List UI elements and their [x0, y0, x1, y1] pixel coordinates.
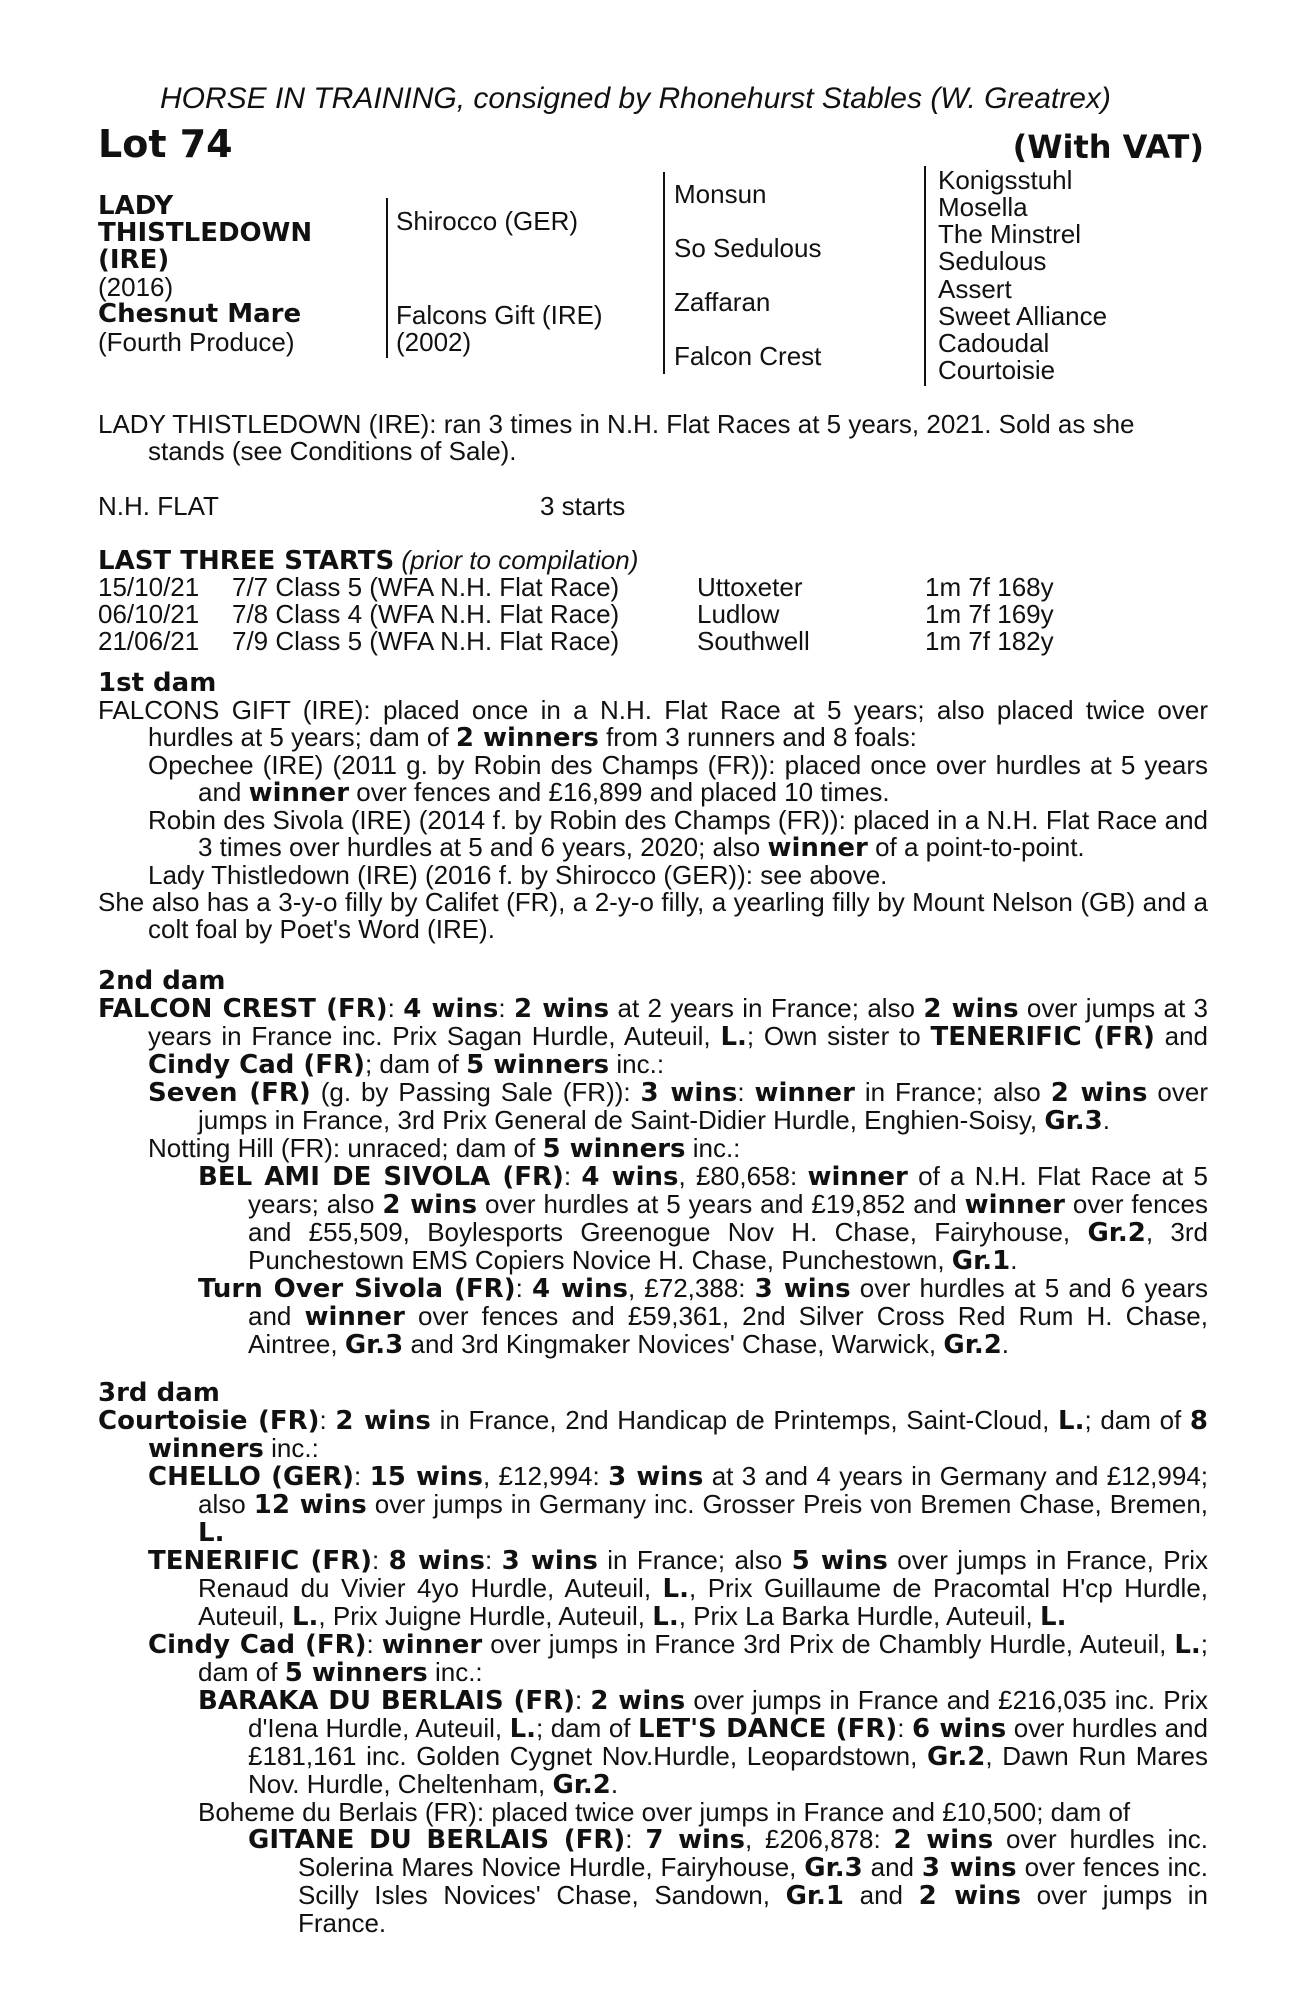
start-date: 06/10/21	[98, 599, 200, 629]
first-dam-title: 1st dam	[98, 668, 217, 698]
first-dam-produce: Lady Thistledown (IRE) (2016 f. by Shirocco (GER)): see above.	[148, 860, 888, 890]
second-dam-section	[98, 968, 1208, 1359]
start-distance: 1m 7f 169y	[925, 599, 1054, 629]
first-dam-paragraph: FALCONS GIFT (IRE): placed once in a N.H. Flat Race at 5 years; also placed twice over hurdles at 5 years; dam of 2 winners from 3 runners and 8 foals:	[98, 695, 1208, 753]
third-dam-grandproduce: BARAKA DU BERLAIS (FR): 2 wins over jumps in France and £216,035 inc. Prix d'Iena Hurdle, Auteuil, L.; dam of LET'S DANCE (FR): 6 wins over hurdles and £181,161 inc. Golden Cygnet Nov.Hurdle, Leopardstown, Gr.2, Dawn Run Mares Nov. Hurdle, Cheltenham, Gr.2.	[198, 1685, 1209, 1800]
first-dam-produce: Opechee (IRE) (2011 g. by Robin des Champs (FR)): placed once over hurdles at 5 years and winner over fences and £16,899 and placed 10 times.	[148, 750, 1208, 808]
racing-summary-cont: stands (see Conditions of Sale).	[148, 436, 517, 466]
start-course: Southwell	[697, 626, 810, 656]
start-date: 15/10/21	[98, 572, 200, 602]
third-dam-produce: Cindy Cad (FR): winner over jumps in France 3rd Prix de Chambly Hurdle, Auteuil, L.; dam of 5 winners inc.:	[148, 1629, 1209, 1688]
second-dam-produce: Seven (FR) (g. by Passing Sale (FR)): 3 wins: winner in France; also 2 wins over jumps in France, 3rd Prix General de Saint-Didier Hurdle, Enghien-Soisy, Gr.3.	[148, 1077, 1208, 1136]
pedigree-gen2-item: So Sedulous	[674, 233, 822, 263]
first-dam-produce: Robin des Sivola (IRE) (2014 f. by Robin des Champs (FR)): placed in a N.H. Flat Race and 3 times over hurdles at 5 and 6 years, 2020; also winner of a point-to-point.	[148, 805, 1208, 863]
pedigree-gen2-item: Monsun	[674, 179, 767, 209]
pedigree-gen2-item: Zaffaran	[674, 287, 771, 317]
pedigree-gen3-item: Cadoudal	[938, 328, 1050, 358]
last-starts-heading	[98, 546, 638, 575]
dam-name: Falcons Gift (IRE)	[396, 300, 603, 330]
third-dam-grandproduce: Boheme du Berlais (FR): placed twice over jumps in France and £10,500; dam of	[198, 1797, 1131, 1827]
second-dam-grandproduce: Turn Over Sivola (FR): 4 wins, £72,388: 3 wins over hurdles at 5 and 6 years and winner over fences and £59,361, 2nd Silver Cross Red Rum H. Chase, Aintree, Gr.3 and 3rd Kingmaker Novices' Chase, Warwick, Gr.2.	[198, 1273, 1209, 1360]
pedigree-gen3-item: Konigsstuhl	[938, 165, 1073, 195]
dam-year: (2002)	[396, 327, 472, 357]
last-starts-note: (prior to compilation)	[401, 545, 639, 575]
record-value: 3 starts	[540, 491, 626, 521]
second-dam-produce: Notting Hill (FR): unraced; dam of 5 winners inc.:	[148, 1133, 741, 1164]
third-dam-great-grandproduce: GITANE DU BERLAIS (FR): 7 wins, £206,878: 2 wins over hurdles inc. Solerina Mares Novice Hurdle, Fairyhouse, Gr.3 and 3 wins over fences inc. Scilly Isles Novices' Chase, Sandown, Gr.1 and 2 wins over jumps in France.	[248, 1824, 1209, 1938]
horse-name-line1: LADY	[98, 191, 174, 221]
pedigree-divider	[924, 166, 926, 386]
third-dam-produce: TENERIFIC (FR): 8 wins: 3 wins in France; also 5 wins over jumps in France, Prix Renaud du Vivier 4yo Hurdle, Auteuil, L., Prix Guillaume de Pracomtal H'cp Hurdle, Auteuil, L., Prix Juigne Hurdle, Auteuil, L., Prix La Barka Hurdle, Auteuil, L.	[148, 1545, 1209, 1632]
pedigree-gen3-item: Sedulous	[938, 246, 1047, 276]
sire-name: Shirocco (GER)	[396, 206, 579, 236]
start-distance: 1m 7f 182y	[925, 626, 1054, 656]
second-dam-paragraph: FALCON CREST (FR): 4 wins: 2 wins at 2 years in France; also 2 wins over jumps at 3 years in France inc. Prix Sagan Hurdle, Auteuil, L.; Own sister to TENERIFIC (FR) and Cindy Cad (FR); dam of 5 winners inc.:	[98, 993, 1208, 1080]
start-race: 7/9 Class 5 (WFA N.H. Flat Race)	[232, 626, 620, 656]
pedigree-divider	[663, 172, 665, 374]
pedigree-gen3-item: Sweet Alliance	[938, 301, 1108, 331]
first-dam-section	[98, 670, 1208, 943]
vat-label: (With VAT)	[1012, 128, 1204, 166]
start-course: Ludlow	[697, 599, 780, 629]
third-dam-title: 3rd dam	[98, 1378, 220, 1408]
second-dam-title: 2nd dam	[98, 966, 226, 996]
record-label: N.H. FLAT	[98, 491, 219, 521]
third-dam-section	[98, 1380, 1208, 1937]
pedigree-gen3-item: Mosella	[938, 192, 1028, 222]
second-dam-grandproduce: BEL AMI DE SIVOLA (FR): 4 wins, £80,658: winner of a N.H. Flat Race at 5 years; also 2 wins over hurdles at 5 years and £19,852 and winner over fences and £55,509, Boylesports Greenogue Nov H. Chase, Fairyhouse, Gr.2, 3rd Punchestown EMS Copiers Novice H. Chase, Punchestown, Gr.1.	[198, 1161, 1208, 1276]
pedigree-gen3-item: Assert	[938, 274, 1012, 304]
third-dam-paragraph: Courtoisie (FR): 2 wins in France, 2nd Handicap de Printemps, Saint-Cloud, L.; dam of 8 winners inc.:	[98, 1405, 1209, 1464]
third-dam-produce: CHELLO (GER): 15 wins, £12,994: 3 wins at 3 and 4 years in Germany and £12,994; also 12 wins over jumps in Germany inc. Grosser Preis von Bremen Chase, Bremen, L.	[148, 1461, 1209, 1548]
lot-number: Lot 74	[98, 122, 233, 166]
pedigree-gen3-item: Courtoisie	[938, 355, 1056, 385]
pedigree-gen2-item: Falcon Crest	[674, 341, 822, 371]
pedigree-gen3-item: The Minstrel	[938, 219, 1082, 249]
horse-name-line2: THISTLEDOWN	[98, 218, 313, 248]
racing-summary: LADY THISTLEDOWN (IRE): ran 3 times in N.H. Flat Races at 5 years, 2021. Sold as she	[98, 409, 1135, 439]
consignment-header: HORSE IN TRAINING, consigned by Rhonehurst Stables (W. Greatrex)	[160, 82, 1111, 115]
horse-sex: Chesnut Mare	[98, 299, 302, 329]
start-distance: 1m 7f 168y	[925, 572, 1054, 602]
horse-year: (2016)	[98, 272, 174, 302]
start-race: 7/8 Class 4 (WFA N.H. Flat Race)	[232, 599, 620, 629]
last-starts-title: LAST THREE STARTS	[98, 546, 395, 576]
horse-name-line3: (IRE)	[98, 245, 170, 275]
start-date: 21/06/21	[98, 626, 200, 656]
first-dam-note: She also has a 3-y-o filly by Califet (FR), a 2-y-o filly, a yearling filly by Mount Nelson (GB) and a colt foal by Poet's Word (IRE).	[98, 887, 1208, 944]
start-race: 7/7 Class 5 (WFA N.H. Flat Race)	[232, 572, 620, 602]
pedigree-divider	[386, 198, 388, 358]
start-course: Uttoxeter	[697, 572, 803, 602]
horse-produce: (Fourth Produce)	[98, 327, 295, 357]
